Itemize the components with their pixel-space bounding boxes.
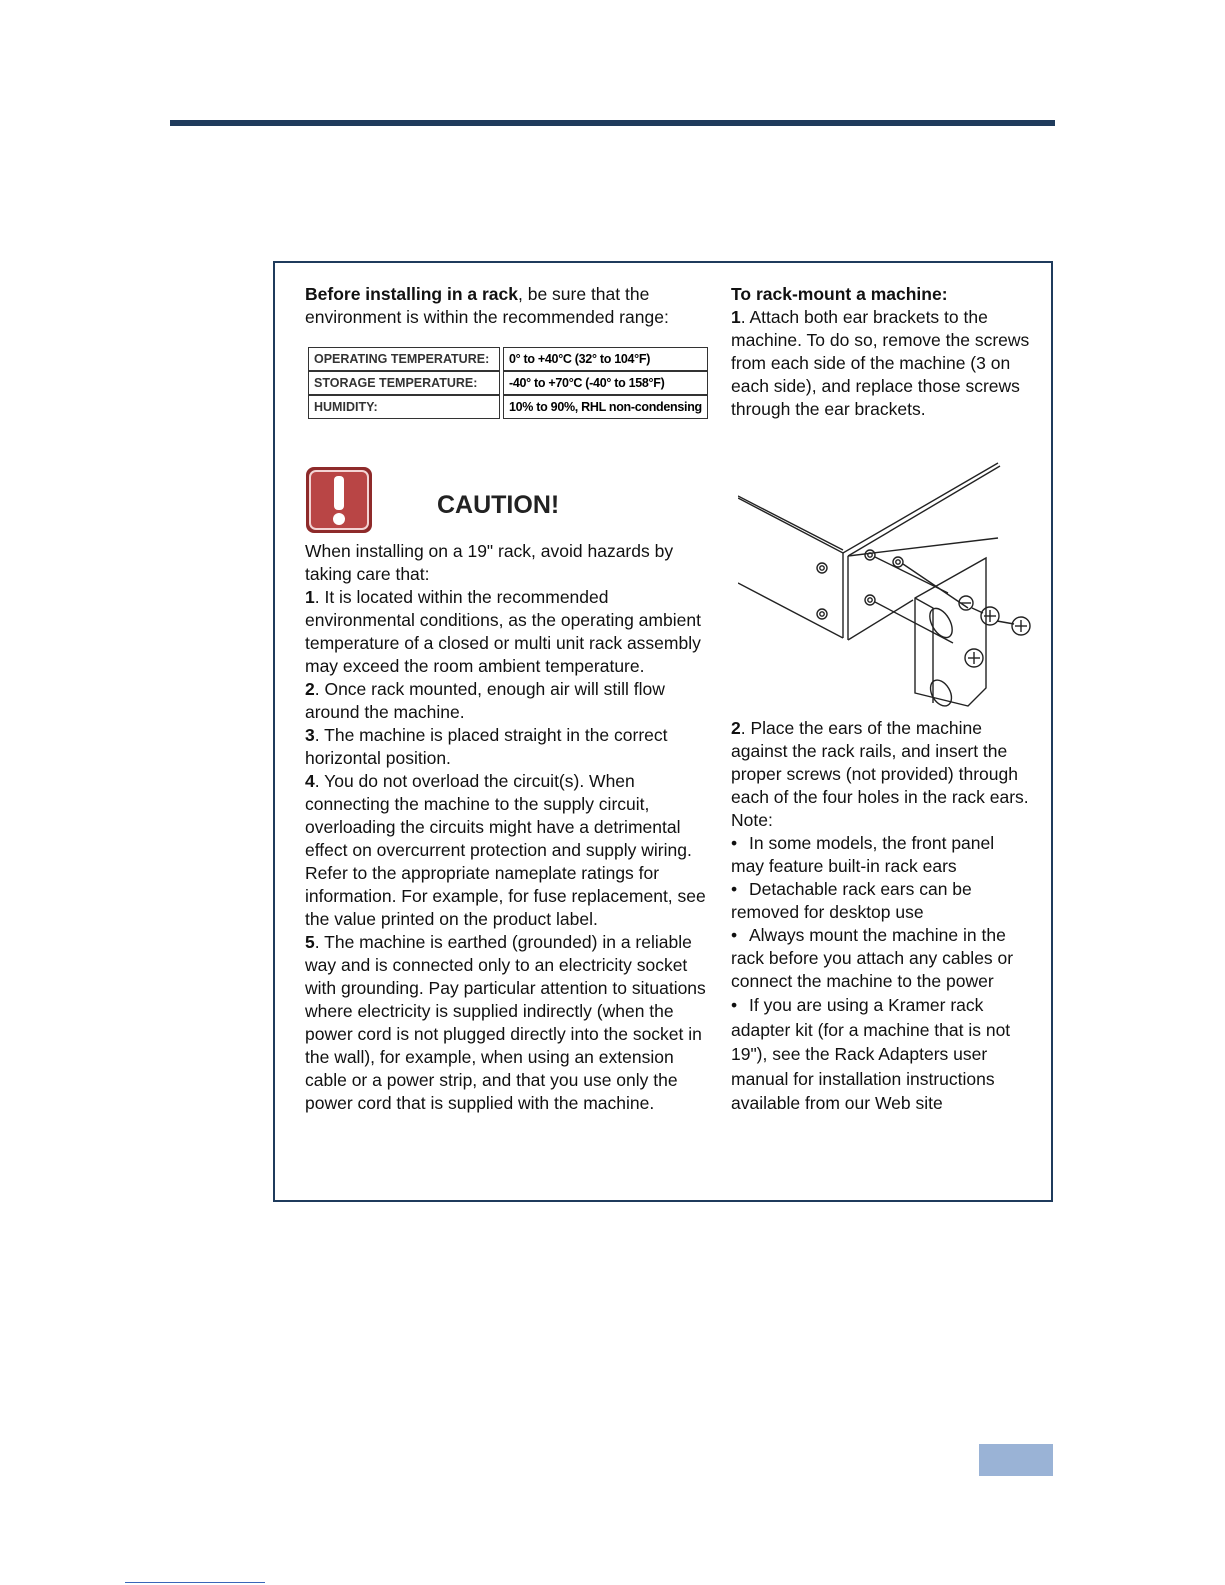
operating-temp-label: OPERATING TEMPERATURE: (308, 347, 500, 371)
environment-table (305, 347, 711, 419)
bullet-icon: • (731, 879, 738, 899)
caution-item-text: . It is located within the recommended environmental conditions, as the operating ambient temperature of a closed or multi unit rack assembly may exceed the room ambient temperature. (305, 587, 701, 676)
page-number-tab (979, 1444, 1053, 1476)
intro-paragraph (305, 283, 715, 329)
note-label: Note: (731, 810, 773, 830)
rack-mount-steps (731, 283, 1031, 421)
list-item (305, 586, 715, 678)
rack-step-text: . Attach both ear brackets to the machine. To do so, remove the screws from each side of the machine (3 on each side), and replace those screws through the ear brackets. (731, 307, 1030, 419)
caution-title: CAUTION! (437, 491, 560, 519)
table-row (308, 371, 708, 395)
caution-item-text: . The machine is placed straight in the correct horizontal position. (305, 725, 668, 768)
humidity-value: 10% to 90%, RHL non-condensing (503, 395, 708, 419)
caution-item-text: . Once rack mounted, enough air will still flow around the machine. (305, 679, 665, 722)
note-text: Always mount the machine in the rack before you attach any cables or connect the machine to the power (731, 925, 1014, 991)
note-item (731, 924, 1031, 993)
header-rule (170, 120, 1055, 126)
rack-heading: To rack-mount a machine: (731, 284, 948, 304)
footer-link-underline[interactable] (125, 1582, 265, 1583)
list-item (305, 770, 715, 931)
note-text: If you are using a Kramer rack adapter kit (for a machine that is not 19"), see the Rack Adapters user manual for installation instructions available from our Web site (731, 995, 1011, 1113)
list-item (305, 724, 715, 770)
rack-step-number: 2 (731, 718, 741, 738)
caution-intro: When installing on a 19" rack, avoid hazards by taking care that: (305, 541, 674, 584)
table-row (308, 395, 708, 419)
exclamation-icon (305, 466, 373, 534)
caution-item-number: 3 (305, 725, 315, 745)
humidity-label: HUMIDITY: (308, 395, 500, 419)
bullet-icon: • (731, 995, 738, 1015)
note-text: In some models, the front panel may feature built-in rack ears (731, 833, 995, 876)
rack-step-2-block (731, 717, 1031, 1116)
list-item (305, 931, 715, 1115)
note-text: Detachable rack ears can be removed for desktop use (731, 879, 972, 922)
list-item (305, 678, 715, 724)
caution-item-number: 1 (305, 587, 315, 607)
rack-step-text: . Place the ears of the machine against the rack rails, and insert the proper screws (not provided) through each of the four holes in the rack ears. (731, 718, 1029, 807)
caution-item-number: 5 (305, 932, 315, 952)
table-row (308, 347, 708, 371)
bullet-icon: • (731, 925, 738, 945)
note-item (731, 993, 1031, 1116)
operating-temp-value: 0° to +40°C (32° to 104°F) (503, 347, 708, 371)
caution-body (305, 540, 715, 1115)
caution-item-number: 4 (305, 771, 315, 791)
note-item (731, 832, 1031, 878)
note-item (731, 878, 1031, 924)
rack-step-2 (731, 717, 1031, 809)
storage-temp-label: STORAGE TEMPERATURE: (308, 371, 500, 395)
rack-ear-illustration (738, 458, 1033, 713)
storage-temp-value: -40° to +70°C (-40° to 158°F) (503, 371, 708, 395)
intro-bold: Before installing in a rack (305, 284, 518, 304)
rack-step-number: 1 (731, 307, 741, 327)
caution-item-text: . You do not overload the circuit(s). When connecting the machine to the supply circuit, overloading the circuits might have a detrimental effect on overcurrent protection and supply wiring. Refer to the appropriate nameplate ratings for information. For example, for fuse replacement, see the value printed on the product label. (305, 771, 706, 929)
rack-step-1 (731, 306, 1031, 421)
bullet-icon: • (731, 833, 738, 853)
caution-item-number: 2 (305, 679, 315, 699)
caution-item-text: . The machine is earthed (grounded) in a reliable way and is connected only to an electricity socket with grounding. Pay particular attention to situations where electricity is supplied indirectly (when the power cord is not plugged directly into the socket in the wall), for example, when using an extension cable or a power strip, and that you use only the power cord that is supplied with the machine. (305, 932, 706, 1113)
intro-rest: , be sure that the environment is within the recommended range: (305, 284, 669, 327)
